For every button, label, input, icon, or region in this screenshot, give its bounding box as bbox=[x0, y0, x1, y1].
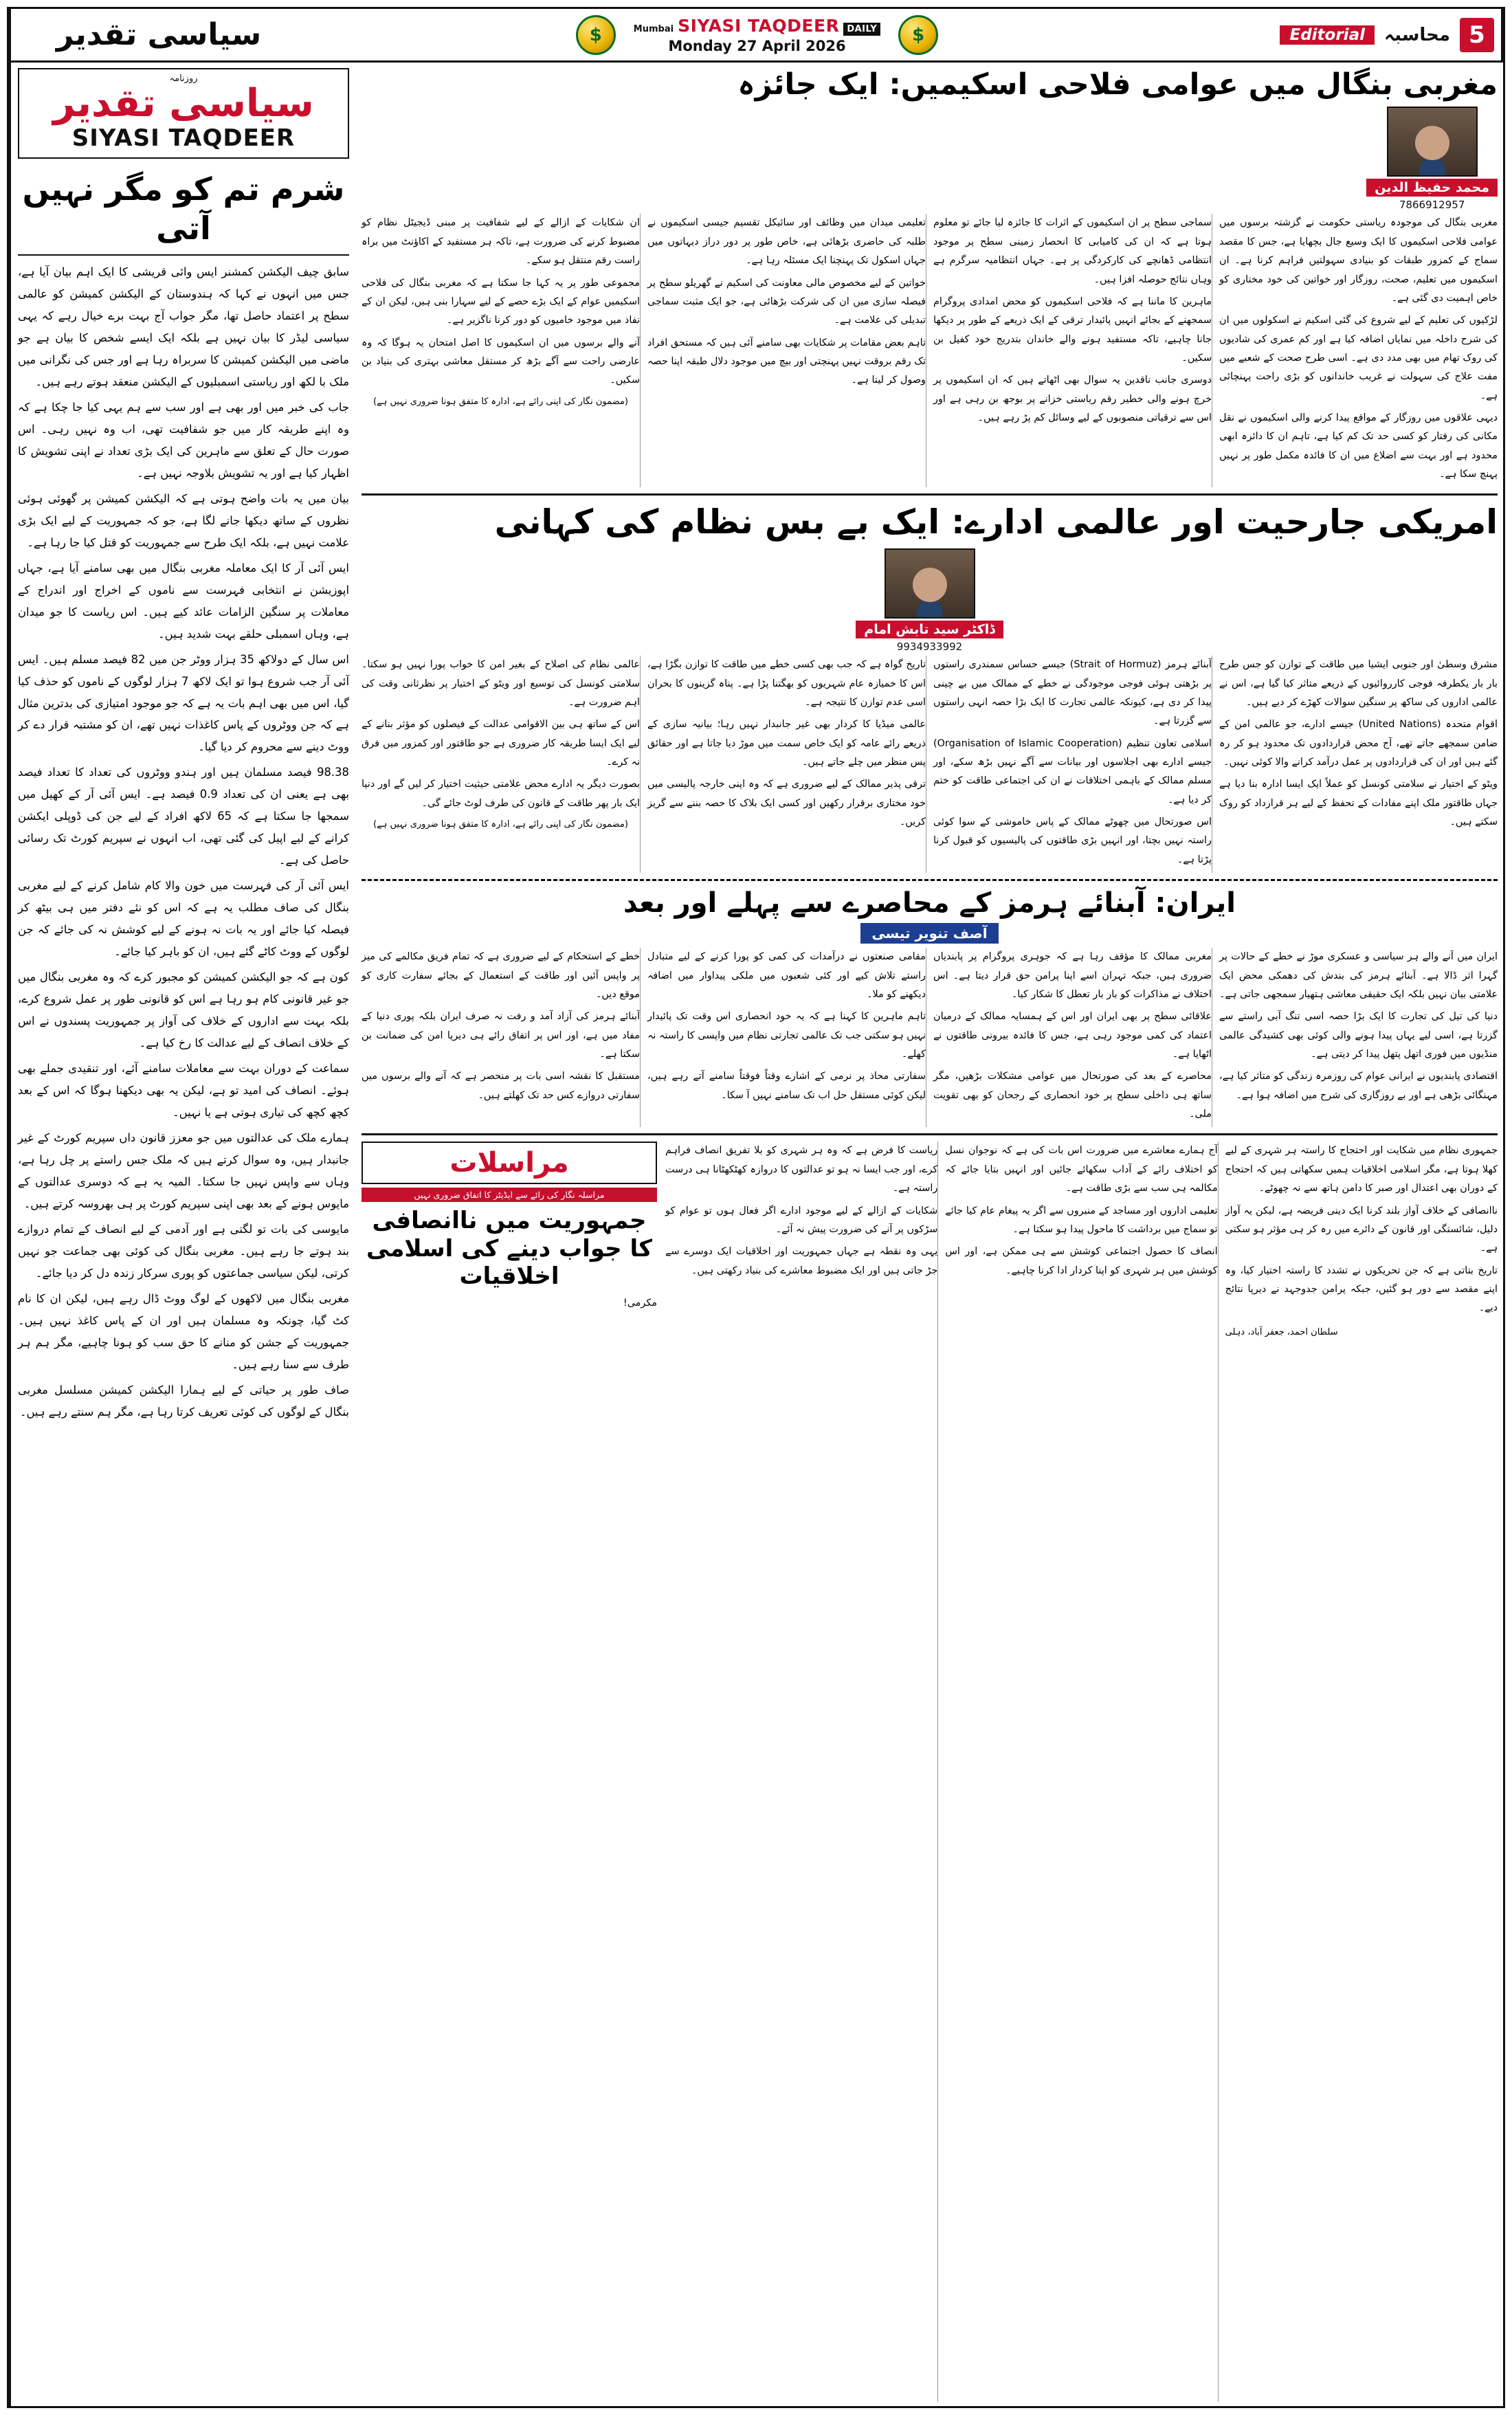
column bbox=[1219, 656, 1498, 873]
rail-logo bbox=[18, 68, 349, 159]
letter-greeting: مکرمی! bbox=[623, 1298, 657, 1309]
paragraph: لڑکیوں کی تعلیم کے لیے شروع کی گئی اسکیم نے اسکولوں میں ان کی شرح داخلہ میں نمایاں اضافہ کیا ہے اور کم عمری کی شادیوں کی روک تھام میں بھی مدد دی ہے۔ اسی طرح صحت کے شعبے میں مفت علاج کی سہولت نے غریب خاندانوں کو بڑی راحت پہنچائی ہے۔ bbox=[1219, 315, 1498, 401]
article-2-signature: (مضمون نگار کی اپنی رائے ہے، ادارہ کا متفق ہونا ضروری نہیں ہے) bbox=[373, 819, 628, 830]
paragraph: محاصرے کے بعد کی صورتحال میں عوامی مشکلات بڑھیں، مگر ساتھ ہی داخلی سطح پر خود انحصاری کے رجحان کو بھی تقویت ملی۔ bbox=[933, 1071, 1212, 1120]
article-3-title: ایران: آبنائے ہرمز کے محاصرے سے پہلے اور بعد bbox=[623, 887, 1236, 920]
letter-sender: سلطان احمد، جعفر آباد، دہلی bbox=[1225, 1326, 1338, 1337]
divider-dashed bbox=[362, 879, 1498, 881]
letters-section bbox=[362, 1142, 1498, 2402]
paragraph: ماہرین کا ماننا ہے کہ فلاحی اسکیموں کو محض امدادی پروگرام سمجھنے کے بجائے انہیں پائیدار ترقی کے ایک ذریعے کے طور پر دیکھا جانا چاہیے، تاکہ مستفید ہونے والے خاندان بتدریج خود کفیل بن سکیں۔ bbox=[933, 296, 1212, 364]
paragraph: یہی وہ نقطہ ہے جہاں جمہوریت اور اخلاقیات ایک دوسرے سے جڑ جاتی ہیں اور ایک مضبوط معاشرے کی بنیاد رکھتی ہیں۔ bbox=[665, 1246, 938, 1276]
paragraph: اس سال کے دولاکھ 35 ہزار ووٹر جن میں 82 فیصد مسلم ہیں۔ ایس آئی آر جب شروع ہوا تو ایک لاکھ 7 ہزار لوگوں کے ناموں کو حذف کیا گیا، اس میں بھی اہم بات یہ ہے کہ جو موجود امتیازی کی بدترین مثال ہے کہ جن ووٹروں کے پاس کاغذات نہیں تھے، ان کو مشتبہ قرار دے کر ووٹ دینے سے محروم کر دیا گیا۔ bbox=[18, 652, 350, 754]
article-2-phone: 9934933992 bbox=[896, 641, 963, 654]
paragraph: مشرق وسطیٰ اور جنوبی ایشیا میں طاقت کے توازن کو جس طرح بار بار یکطرفہ فوجی کارروائیوں کے ذریعے متاثر کیا گیا ہے، اس نے عالمی اداروں کی ساکھ پر سنگین سوالات کھڑے کر دیے ہیں۔ bbox=[1219, 659, 1498, 708]
paragraph: دیہی علاقوں میں روزگار کے مواقع پیدا کرنے والی اسکیموں نے نقل مکانی کی رفتار کو کسی حد تک کم کیا ہے، تاہم ان کا دائرہ ابھی محدود ہے اور بہت سے اضلاع میں ان کا فائدہ مکمل طور پر نہیں پہنچ سکا ہے۔ bbox=[1219, 412, 1498, 480]
paragraph: تعلیمی اداروں اور مساجد کے منبروں سے اگر یہ پیغام عام کیا جائے تو سماج میں برداشت کا ماحول پیدا ہو سکتا ہے۔ bbox=[945, 1205, 1218, 1235]
author-photo bbox=[1387, 107, 1478, 177]
paragraph: تاریخ بتاتی ہے کہ جن تحریکوں نے تشدد کا راستہ اختیار کیا، وہ اپنے مقصد سے دور ہو گئیں، جبکہ پرامن جدوجہد نے دیرپا نتائج دیے۔ bbox=[1225, 1265, 1498, 1314]
murasalat-word: مراسلات bbox=[449, 1147, 569, 1179]
paragraph: آبنائے ہرمز (Strait of Hormuz) جیسے حساس سمندری راستوں پر بڑھتی ہوئی فوجی موجودگی نے خطے کے ممالک میں بے چینی پیدا کر دی ہے، کیونکہ عالمی تجارت کا ایک بڑا حصہ انہی راستوں سے گزرتا ہے۔ bbox=[933, 659, 1212, 727]
paragraph: مغربی بنگال میں لاکھوں کے لوگ ووٹ ڈال رہے ہیں، لیکن ان کا نام کٹ گیا، چونکہ وہ مسلمان ہیں اور ان کے پاس کاغذ نہیں ہیں۔ جمہوریت کے جشن کو منانے کا حق سب کو ہونا چاہیے، مگر ہم ہر طرف سے سنا رہے ہیں۔ bbox=[18, 1292, 349, 1372]
articles-zone bbox=[356, 63, 1503, 2406]
divider bbox=[362, 1133, 1498, 1135]
paragraph: خطے کے استحکام کے لیے ضروری ہے کہ تمام فریق مکالمے کی میز پر واپس آئیں اور طاقت کے استعمال کے بجائے سفارت کاری کو موقع دیں۔ bbox=[362, 951, 640, 1000]
daily-badge: DAILY bbox=[843, 23, 880, 36]
paper-title-urdu: سیاسی تقدیر bbox=[56, 17, 262, 52]
paragraph: دوسری جانب ناقدین یہ سوال بھی اٹھاتے ہیں کہ ان اسکیموں پر خرچ ہونے والی خطیر رقم ریاستی خزانے پر بوجھ بن رہی ہے اور اس سے ترقیاتی منصوبوں کے لیے وسائل کم پڑ رہے ہیں۔ bbox=[933, 375, 1212, 424]
column bbox=[665, 1142, 938, 2402]
article-2-columns bbox=[362, 656, 1498, 873]
paragraph: ایس آئی آر کا ایک معاملہ مغربی بنگال میں بھی سامنے آیا ہے، جہاں اپوزیشن نے انتخابی فہرست سے ناموں کے اخراج اور اندراج کے معاملات پر سنگین الزامات عائد کیے ہیں۔ اس ریاست کا جو میدان ہے، وہاں اسمبلی حلقے بہت شدید ہیں۔ bbox=[18, 561, 349, 641]
rail-logo-english: SIYASI TAQDEER bbox=[71, 124, 296, 152]
coin-icon-right: $ bbox=[576, 15, 616, 55]
paragraph: سماجی سطح پر ان اسکیموں کے اثرات کا جائزہ لیا جائے تو معلوم ہوتا ہے کہ ان کی کامیابی کا انحصار زمینی سطح پر موجود انتظامی ڈھانچے کی کارکردگی پر ہے۔ جہاں انتظامیہ سرگرم ہے وہاں نتائج حوصلہ افزا ہیں۔ bbox=[933, 217, 1212, 285]
paragraph: ناانصافی کے خلاف آواز بلند کرنا ایک دینی فریضہ ہے، لیکن یہ آواز دلیل، شائستگی اور قانون کے دائرے میں رہ کر ہی مؤثر ہو سکتی ہے۔ bbox=[1225, 1205, 1498, 1254]
paragraph: اقتصادی پابندیوں نے ایرانی عوام کی روزمرہ زندگی کو متاثر کیا ہے، مہنگائی بڑھی ہے اور بے روزگاری کی شرح میں اضافہ ہوا ہے۔ bbox=[1219, 1071, 1498, 1101]
article-2-title: امریکی جارحیت اور عالمی ادارے: ایک بے بس نظام کی کہانی bbox=[494, 502, 1498, 542]
editorial-rail bbox=[9, 63, 356, 2406]
article-us-aggression bbox=[362, 502, 1498, 873]
masthead-title-block bbox=[634, 16, 880, 54]
article-iran-hormuz bbox=[362, 887, 1498, 1127]
paragraph: عالمی میڈیا کا کردار بھی غیر جانبدار نہیں رہا؛ بیانیہ سازی کے ذریعے رائے عامہ کو ایک خاص سمت میں موڑ دیا جاتا ہے اور حقائق پس منظر میں چلے جاتے ہیں۔ bbox=[647, 719, 926, 768]
paragraph: 98.38 فیصد مسلمان ہیں اور ہندو ووٹروں کی تعداد کا تعداد فیصد بھی ہے یعنی ان کی تعداد 0.9 فیصد ہے۔ ایس آئی آر کے کھیل میں سمجھا جا سکتا ہے کہ 65 لاکھ افراد کے لیے جن کی ڈوپلی ایکشن کرانے کے لیے اپیل کی گئی تھی، اب انہوں نے سپریم کورٹ تک رسائی حاصل کی ہے۔ bbox=[18, 766, 349, 867]
paragraph: سابق چیف الیکشن کمشنر ایس وائی قریشی کا ایک اہم بیان آیا ہے، جس میں انہوں نے کہا کہ ہندوستان کے الیکشن کمیشن کو عالمی سطح پر اعتماد حاصل تھا، مگر جواب آج بہت برے خیال رہے کہ یہی سیاسی لیڈر کا بیان نہیں ہے بلکہ ایک ایسے شخص کا بیان ہے جو ماضی میں الیکشن کمیشن کا سربراہ رہا ہے اور جس کی نگرانی میں ملک با لکھ اور ریاستی اسمبلیوں کے الیکشن منعقد ہوتے رہے ہیں۔ bbox=[18, 265, 349, 388]
paragraph: آج ہمارے معاشرے میں ضرورت اس بات کی ہے کہ نوجوان نسل کو اختلاف رائے کے آداب سکھائے جائیں اور انہیں بتایا جائے کہ مکالمہ ہی سب سے بڑی طاقت ہے۔ bbox=[945, 1145, 1218, 1194]
paragraph: بصورت دیگر یہ ادارے محض علامتی حیثیت اختیار کر لیں گے اور دنیا ایک بار پھر طاقت کے قانون کی طرف لوٹ جائے گی۔ bbox=[362, 779, 640, 809]
paragraph: اسلامی تعاون تنظیم (Organisation of Islamic Cooperation) جیسے ادارے بھی اجلاسوں اور بیانات سے آگے نہیں بڑھ سکے، اور مسلم ممالک کے باہمی اختلافات نے ان کی اجتماعی طاقت کو ختم کر دیا ہے۔ bbox=[933, 737, 1212, 805]
column bbox=[945, 1142, 1218, 2402]
page-frame bbox=[7, 7, 1505, 2408]
paper-title-english: SIYASI TAQDEER bbox=[678, 15, 840, 36]
paragraph: تاہم بعض مقامات پر شکایات بھی سامنے آئی ہیں کہ مستحق افراد تک رقم بروقت نہیں پہنچتی اور بیچ میں موجود دلال طبقہ اپنا حصہ وصول کر لیتا ہے۔ bbox=[647, 337, 926, 386]
masthead-logo-urdu bbox=[9, 9, 307, 60]
paragraph: ترقی پذیر ممالک کے لیے ضروری ہے کہ وہ اپنی خارجہ پالیسی میں خود مختاری برقرار رکھیں اور کسی ایک بلاک کا حصہ بننے سے گریز کریں۔ bbox=[647, 779, 926, 828]
article-3-author: آصف تنویر تیسی bbox=[860, 923, 998, 944]
column bbox=[1219, 948, 1498, 1127]
paragraph: بیان میں یہ بات واضح ہوتی ہے کہ الیکشن کمیشن پر گھوئی ہوئی نظروں کے ساتھ دیکھا جانے لگا ہے، جو کہ جمہوریت کے لیے ایک بڑی علامت نہیں ہے، بلکہ ایک طرح سے جمہوریت کو قتل کیا جا رہا ہے۔ bbox=[18, 491, 349, 549]
paragraph: سفارتی محاذ پر نرمی کے اشارے وقتاً فوقتاً سامنے آتے رہے ہیں، لیکن کوئی مستقل حل اب تک سامنے نہیں آ سکا۔ bbox=[647, 1071, 926, 1101]
paragraph: علاقائی سطح پر بھی ایران اور اس کے ہمسایہ ممالک کے درمیان اعتماد کی کمی موجود رہی ہے، جس کا فائدہ بیرونی طاقتوں نے اٹھایا ہے۔ bbox=[933, 1011, 1212, 1060]
editorial-headline: شرم تم کو مگر نہیں آتی bbox=[18, 163, 349, 256]
rail-logo-urdu: سیاسی تقدیر bbox=[53, 81, 314, 126]
column bbox=[362, 656, 641, 873]
issue-date: Monday 27 April 2026 bbox=[668, 37, 846, 54]
paragraph: ایس آئی آر کی فہرست میں خون والا کام شامل کرنے کے لیے مغربی بنگال کی صاف مطلب یہ ہے کہ اس کو نئے دفتر میں ہی بیٹھ کر فیصلہ کیا جائے اور یہ بات نہ ہونے کے لیے کوشش نہ کی جائے کہ جن لوگوں کے ووٹ کاٹے گئے ہیں، ان کو باہر کیا جائے۔ bbox=[18, 879, 349, 959]
paragraph: تعلیمی میدان میں وظائف اور سائیکل تقسیم جیسی اسکیموں نے طلبہ کی حاضری بڑھائی ہے، خاص طور پر دور دراز دیہاتوں میں جہاں اسکول تک پہنچنا ایک مسئلہ رہا ہے۔ bbox=[647, 217, 926, 267]
paragraph: ہمارے ملک کی عدالتوں میں جو معزز قانون داں سپریم کورٹ کے غیر جانبدار ہیں، وہ سوال کرتے ہیں کہ ملک جس راستے پر چل رہا ہے، وہاں سے واپس نہیں جا سکتا۔ المیہ یہ ہے کہ دوسری عدالتوں کے مایوس ہونے کے بعد بھی اپنی سپریم کورٹ پر ہی بھروسہ کرتے ہیں۔ bbox=[18, 1131, 349, 1211]
author-photo bbox=[885, 548, 975, 619]
editorial-body bbox=[18, 256, 349, 1427]
edition-city: Mumbai bbox=[633, 23, 674, 34]
column bbox=[933, 656, 1212, 873]
article-1-author: محمد حفیظ الدین bbox=[1366, 179, 1498, 197]
divider bbox=[362, 493, 1498, 496]
paragraph: ایران میں آنے والے ہر سیاسی و عسکری موڑ نے خطے کے حالات پر گہرا اثر ڈالا ہے۔ آبنائے ہرمز کی بندش کی دھمکی محض ایک علامتی بیان نہیں بلکہ ایک حقیقی معاشی ہتھیار سمجھی جاتی ہے۔ bbox=[1219, 951, 1498, 1000]
editorial-label-urdu: محاسبہ bbox=[1383, 24, 1450, 45]
article-1-byline bbox=[1366, 107, 1498, 211]
paragraph: تاہم ماہرین کا کہنا ہے کہ یہ خود انحصاری اس وقت تک پائیدار نہیں ہو سکتی جب تک عالمی تجارتی نظام میں واپسی کا راستہ نہ کھلے۔ bbox=[647, 1011, 926, 1060]
paragraph: اقوام متحدہ (United Nations) جیسے ادارے، جو عالمی امن کے ضامن سمجھے جاتے تھے، آج محض قراردادوں تک محدود ہو کر رہ گئے ہیں اور ان کی قراردادوں پر عمل درآمد کرانے والا کوئی نہیں۔ bbox=[1219, 719, 1498, 768]
paragraph: صاف طور پر حیاتی کے لیے ہمارا الیکشن کمیشن مسلسل مغربی بنگال کے لوگوں کی کوئی تعریف کرتا رہا ہے، مگر ہم سنتے رہے ہیں۔ bbox=[18, 1383, 349, 1419]
masthead bbox=[9, 9, 1503, 63]
paragraph: آنے والے برسوں میں ان اسکیموں کا اصل امتحان یہ ہوگا کہ وہ عارضی راحت سے آگے بڑھ کر مستقل معاشی بہتری کی بنیاد بن سکیں۔ bbox=[362, 337, 640, 386]
coin-icon-left: $ bbox=[898, 15, 938, 55]
paragraph: خواتین کے لیے مخصوص مالی معاونت کی اسکیم نے گھریلو سطح پر فیصلہ سازی میں ان کی شرکت بڑھائی ہے، جو ایک مثبت سماجی تبدیلی کی علامت ہے۔ bbox=[647, 277, 926, 326]
paragraph: آبنائے ہرمز کی آزاد آمد و رفت نہ صرف ایران بلکہ پوری دنیا کے مفاد میں ہے، اور اس پر اتفاق رائے ہی دیرپا امن کی ضمانت بن سکتا ہے۔ bbox=[362, 1011, 640, 1060]
paragraph: مجموعی طور پر یہ کہا جا سکتا ہے کہ مغربی بنگال کی فلاحی اسکیمیں عوام کے ایک بڑے حصے کے لیے سہارا بنی ہیں، لیکن ان کے نفاذ میں موجود خامیوں کو دور کرنا ناگزیر ہے۔ bbox=[362, 277, 640, 326]
column bbox=[1219, 214, 1498, 487]
rail-logo-kicker: روزنامہ bbox=[169, 74, 198, 84]
paragraph: مایوسی کی بات تو لگتی ہے اور آدمی کے لیے انصاف کے تمام دروازے بند ہوتے جا رہے ہیں۔ مغربی بنگال کی کوئی بھی جماعت جو نہیں کرتی، لیکن سیاسی جماعتوں کو پوری سرکار زندہ دل کر دیا جائے۔ bbox=[18, 1223, 349, 1280]
column bbox=[647, 214, 926, 487]
letter-title: جمہوریت میں ناانصافی کا جواب دینے کی اسلامی اخلاقیات bbox=[366, 1207, 653, 1291]
page-body bbox=[9, 63, 1503, 2406]
paragraph: عالمی نظام کی اصلاح کے بغیر امن کا خواب پورا نہیں ہو سکتا۔ سلامتی کونسل کی توسیع اور ویٹو کے اختیار پر نظرثانی وقت کی اہم ضرورت ہے۔ bbox=[362, 659, 640, 708]
paragraph: تاریخ گواہ ہے کہ جب بھی کسی خطے میں طاقت کا توازن بگڑا ہے، اس کا خمیازہ عام شہریوں کو بھگتنا پڑا ہے۔ پناہ گزینوں کا بحران اسی عدم توازن کا نتیجہ ہے۔ bbox=[647, 659, 926, 708]
editorial-label-english: Editorial bbox=[1280, 25, 1375, 45]
paragraph: مغربی ممالک کا مؤقف رہا ہے کہ جوہری پروگرام پر پابندیاں ضروری ہیں، جبکہ تہران اسے اپنا پرامن حق قرار دیتا ہے۔ اس اختلاف نے مذاکرات کو بار بار تعطل کا شکار کیا۔ bbox=[933, 951, 1212, 1000]
article-1-phone: 7866912957 bbox=[1399, 199, 1465, 212]
column bbox=[933, 948, 1212, 1127]
paragraph: سماعت کے دوران بہت سے معاملات سامنے آئے، اور تنقیدی جملے بھی ہوئے۔ انصاف کی امید تو ہے، لیکن یہ بھی دیکھنا ہوگا کہ اس کے بعد کچھ کچھ کی تیاری ہوتی ہے یا نہیں۔ bbox=[18, 1062, 349, 1120]
article-3-columns bbox=[362, 948, 1498, 1127]
paragraph: ویٹو کے اختیار نے سلامتی کونسل کو عملاً ایک ایسا ادارہ بنا دیا ہے جہاں طاقتور ملک اپنے مفادات کے تحفظ کے لیے ہر قرارداد کو روک سکتے ہیں۔ bbox=[1219, 779, 1498, 828]
paragraph: جمہوری نظام میں شکایت اور احتجاج کا راستہ ہر شہری کے لیے کھلا ہوتا ہے، مگر اسلامی اخلاقیات ہمیں سکھاتی ہیں کہ احتجاج کے دوران بھی اعتدال اور صبر کا دامن ہاتھ سے نہ چھوٹے۔ bbox=[1225, 1145, 1498, 1194]
article-1-columns bbox=[362, 214, 1498, 487]
column bbox=[362, 948, 641, 1127]
article-1-title: مغربی بنگال میں عوامی فلاحی اسکیمیں: ایک جائزہ bbox=[737, 67, 1498, 102]
paragraph: مغربی بنگال کی موجودہ ریاستی حکومت نے گزشتہ برسوں میں عوامی فلاحی اسکیموں کا ایک وسیع جال بچھایا ہے، جس کا مقصد سماج کے کمزور طبقات کو بنیادی سہولتیں فراہم کرنا ہے۔ ان اسکیموں میں تعلیم، صحت، روزگار اور خواتین کی خود مختاری کو خاص اہمیت دی گئی ہے۔ bbox=[1219, 217, 1498, 304]
murasalat-logo bbox=[362, 1142, 657, 1184]
column bbox=[933, 214, 1212, 487]
column bbox=[647, 656, 926, 873]
paragraph: مستقبل کا نقشہ اسی بات پر منحصر ہے کہ آنے والے برسوں میں سفارتی دروازے کس حد تک کھلتے ہیں۔ bbox=[362, 1071, 640, 1101]
article-2-byline bbox=[856, 548, 1003, 653]
letters-header-block bbox=[362, 1142, 657, 2402]
paragraph: جاب کی خبر میں اور بھی ہے اور سب سے ہم یہی کیا جا چکا ہے کہ وہ اپنے طریقہ کار میں جو شفافیت تھی، اب وہ نہیں رہی۔ اس صورت حال کے تعلق سے ماہرین کی ایک بڑی تعداد نے اپنی تشویش کا اظہار کیا ہے اور یہ تشویش بلاوجہ نہیں ہے۔ bbox=[18, 400, 349, 480]
column bbox=[647, 948, 926, 1127]
paragraph: شکایات کے ازالے کے لیے موجود ادارے اگر فعال ہوں تو عوام کو سڑکوں پر آنے کی ضرورت پیش نہ آئے۔ bbox=[665, 1205, 938, 1235]
masthead-center bbox=[307, 9, 1208, 60]
paragraph: مقامی صنعتوں نے درآمدات کی کمی کو پورا کرنے کے لیے متبادل راستے تلاش کیے اور کئی شعبوں میں ملکی پیداوار میں اضافہ دیکھنے کو ملا۔ bbox=[647, 951, 926, 1000]
murasalat-note: مراسلہ نگار کی رائے سے ایڈیٹر کا اتفاق ضروری نہیں bbox=[362, 1188, 657, 1202]
article-1-signature: (مضمون نگار کی اپنی رائے ہے، ادارہ کا متفق ہونا ضروری نہیں ہے) bbox=[373, 396, 628, 407]
paragraph: انصاف کا حصول اجتماعی کوشش سے ہی ممکن ہے، اور اس کوشش میں ہر شہری کو اپنا کردار ادا کرنا چاہیے۔ bbox=[945, 1246, 1218, 1276]
paragraph: ریاست کا فرض ہے کہ وہ ہر شہری کو بلا تفریق انصاف فراہم کرے، اور جب ایسا نہ ہو تو عدالتوں کا دروازہ کھٹکھٹانا ہی درست راستہ ہے۔ bbox=[665, 1145, 938, 1194]
article-welfare-schemes bbox=[362, 67, 1498, 487]
paragraph: کون ہے کہ جو الیکشن کمیشن کو مجبور کرے کہ وہ مغربی بنگال میں جو غیر قانونی کام ہو رہا ہے اس کو قانونی طور پر عمل شروع کرے، بلکہ بہت سے اداروں کے خلاف کی آواز پر جمہوریت پسندوں نے اس کے خلاف انصاف کے لیے عدالت کا رخ کیا ہے۔ bbox=[18, 970, 349, 1050]
paragraph: اس کے ساتھ ہی بین الاقوامی عدالت کے فیصلوں کو مؤثر بنانے کے لیے ایک ایسا طریقہ کار ضروری ہے جو طاقتور اور کمزور میں فرق نہ کرے۔ bbox=[362, 719, 640, 768]
page-number: 5 bbox=[1460, 18, 1494, 52]
paragraph: دنیا کی تیل کی تجارت کا ایک بڑا حصہ اسی تنگ آبی راستے سے گزرتا ہے، اسی لیے یہاں پیدا ہونے والی کوئی بھی کشیدگی عالمی منڈیوں میں فوری اتھل پتھل پیدا کر دیتی ہے۔ bbox=[1219, 1011, 1498, 1060]
masthead-editorial-block bbox=[1208, 9, 1503, 60]
paragraph: ان شکایات کے ازالے کے لیے شفافیت پر مبنی ڈیجیٹل نظام کو مضبوط کرنے کی ضرورت ہے، تاکہ ہر مستفید کے اکاؤنٹ میں براہ راست رقم منتقل ہو سکے۔ bbox=[362, 217, 640, 267]
article-2-author: ڈاکٹر سید تابش امام bbox=[856, 621, 1003, 638]
paragraph: اس صورتحال میں چھوٹے ممالک کے پاس خاموشی کے سوا کوئی راستہ نہیں بچتا، اور انہیں بڑی طاقتوں کی پالیسیوں کو قبول کرنا پڑتا ہے۔ bbox=[933, 816, 1212, 865]
column bbox=[1225, 1142, 1498, 2402]
column bbox=[362, 214, 641, 487]
